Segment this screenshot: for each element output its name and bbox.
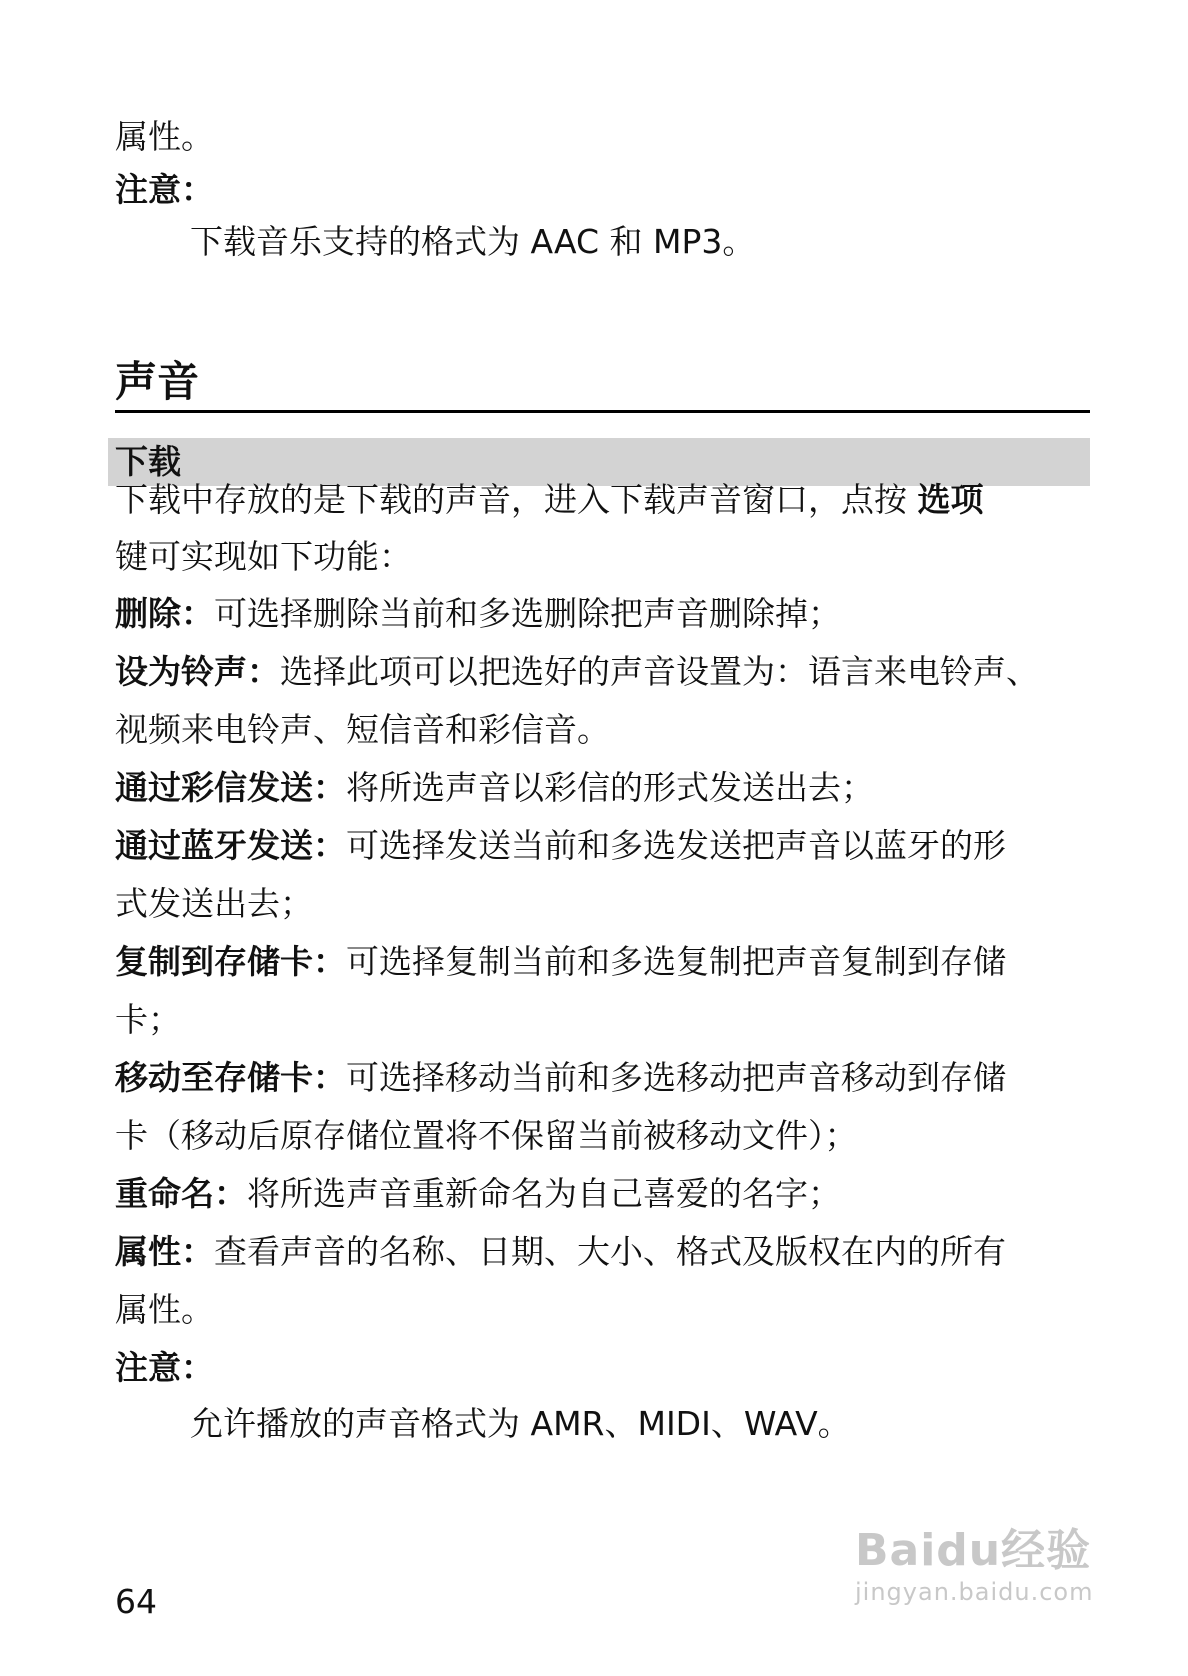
options-key-label: 选项 xyxy=(917,480,984,519)
feature-item-set-ringtone xyxy=(115,650,1039,694)
feature-desc: 将所选声音以彩信的形式发送出去； xyxy=(346,768,874,807)
intro-text: 下载中存放的是下载的声音，进入下载声音窗口，点按 xyxy=(115,480,918,519)
watermark-url: jingyan.baidu.com xyxy=(855,1578,1094,1606)
feature-item-rename xyxy=(115,1172,841,1216)
feature-desc: 可选择复制当前和多选复制把声音复制到存储 xyxy=(346,942,1006,981)
feature-term: 移动至存储卡： xyxy=(115,1058,346,1097)
section-title: 声音 xyxy=(115,357,200,406)
feature-desc: 查看声音的名称、日期、大小、格式及版权在内的所有 xyxy=(214,1232,1006,1271)
baidu-jingyan-watermark xyxy=(855,1525,1093,1607)
feature-term: 通过彩信发送： xyxy=(115,768,346,807)
feature-item-properties xyxy=(115,1230,1006,1274)
feature-item-delete xyxy=(115,592,841,636)
feature-item-move-to-card xyxy=(115,1056,1006,1100)
intro-line-1 xyxy=(115,478,984,522)
note-text: 下载音乐支持的格式为 AAC 和 MP3。 xyxy=(190,222,756,261)
feature-desc-continued: 属性。 xyxy=(115,1290,214,1329)
feature-item-copy-to-card xyxy=(115,940,1006,984)
note-text: 允许播放的声音格式为 AMR、MIDI、WAV。 xyxy=(190,1404,851,1443)
feature-desc: 可选择删除当前和多选删除把声音删除掉； xyxy=(214,594,841,633)
feature-item-send-mms xyxy=(115,766,874,810)
note-label: 注意： xyxy=(115,170,214,209)
feature-desc-continued: 式发送出去； xyxy=(115,884,313,923)
feature-desc-continued: 卡（移动后原存储位置将不保留当前被移动文件）； xyxy=(115,1116,858,1155)
feature-term: 复制到存储卡： xyxy=(115,942,346,981)
watermark-brand: Baidu经验 xyxy=(855,1525,1092,1576)
feature-desc: 可选择发送当前和多选发送把声音以蓝牙的形 xyxy=(346,826,1006,865)
subsection-title: 下载 xyxy=(115,442,181,481)
page-number: 64 xyxy=(115,1582,157,1621)
feature-desc-continued: 卡； xyxy=(115,1000,181,1039)
section-divider xyxy=(115,410,1090,413)
feature-desc-continued: 视频来电铃声、短信音和彩信音。 xyxy=(115,710,610,749)
feature-item-send-bluetooth xyxy=(115,824,1006,868)
paragraph-line: 属性。 xyxy=(115,117,214,156)
feature-term: 通过蓝牙发送： xyxy=(115,826,346,865)
feature-desc: 可选择移动当前和多选移动把声音移动到存储 xyxy=(346,1058,1006,1097)
feature-desc: 将所选声音重新命名为自己喜爱的名字； xyxy=(247,1174,841,1213)
note-label: 注意： xyxy=(115,1348,214,1387)
feature-term: 删除： xyxy=(115,594,214,633)
feature-term: 重命名： xyxy=(115,1174,247,1213)
intro-line-2: 键可实现如下功能： xyxy=(115,537,412,576)
feature-term: 设为铃声： xyxy=(115,652,280,691)
feature-desc: 选择此项可以把选好的声音设置为：语言来电铃声、 xyxy=(280,652,1039,691)
feature-term: 属性： xyxy=(115,1232,214,1271)
